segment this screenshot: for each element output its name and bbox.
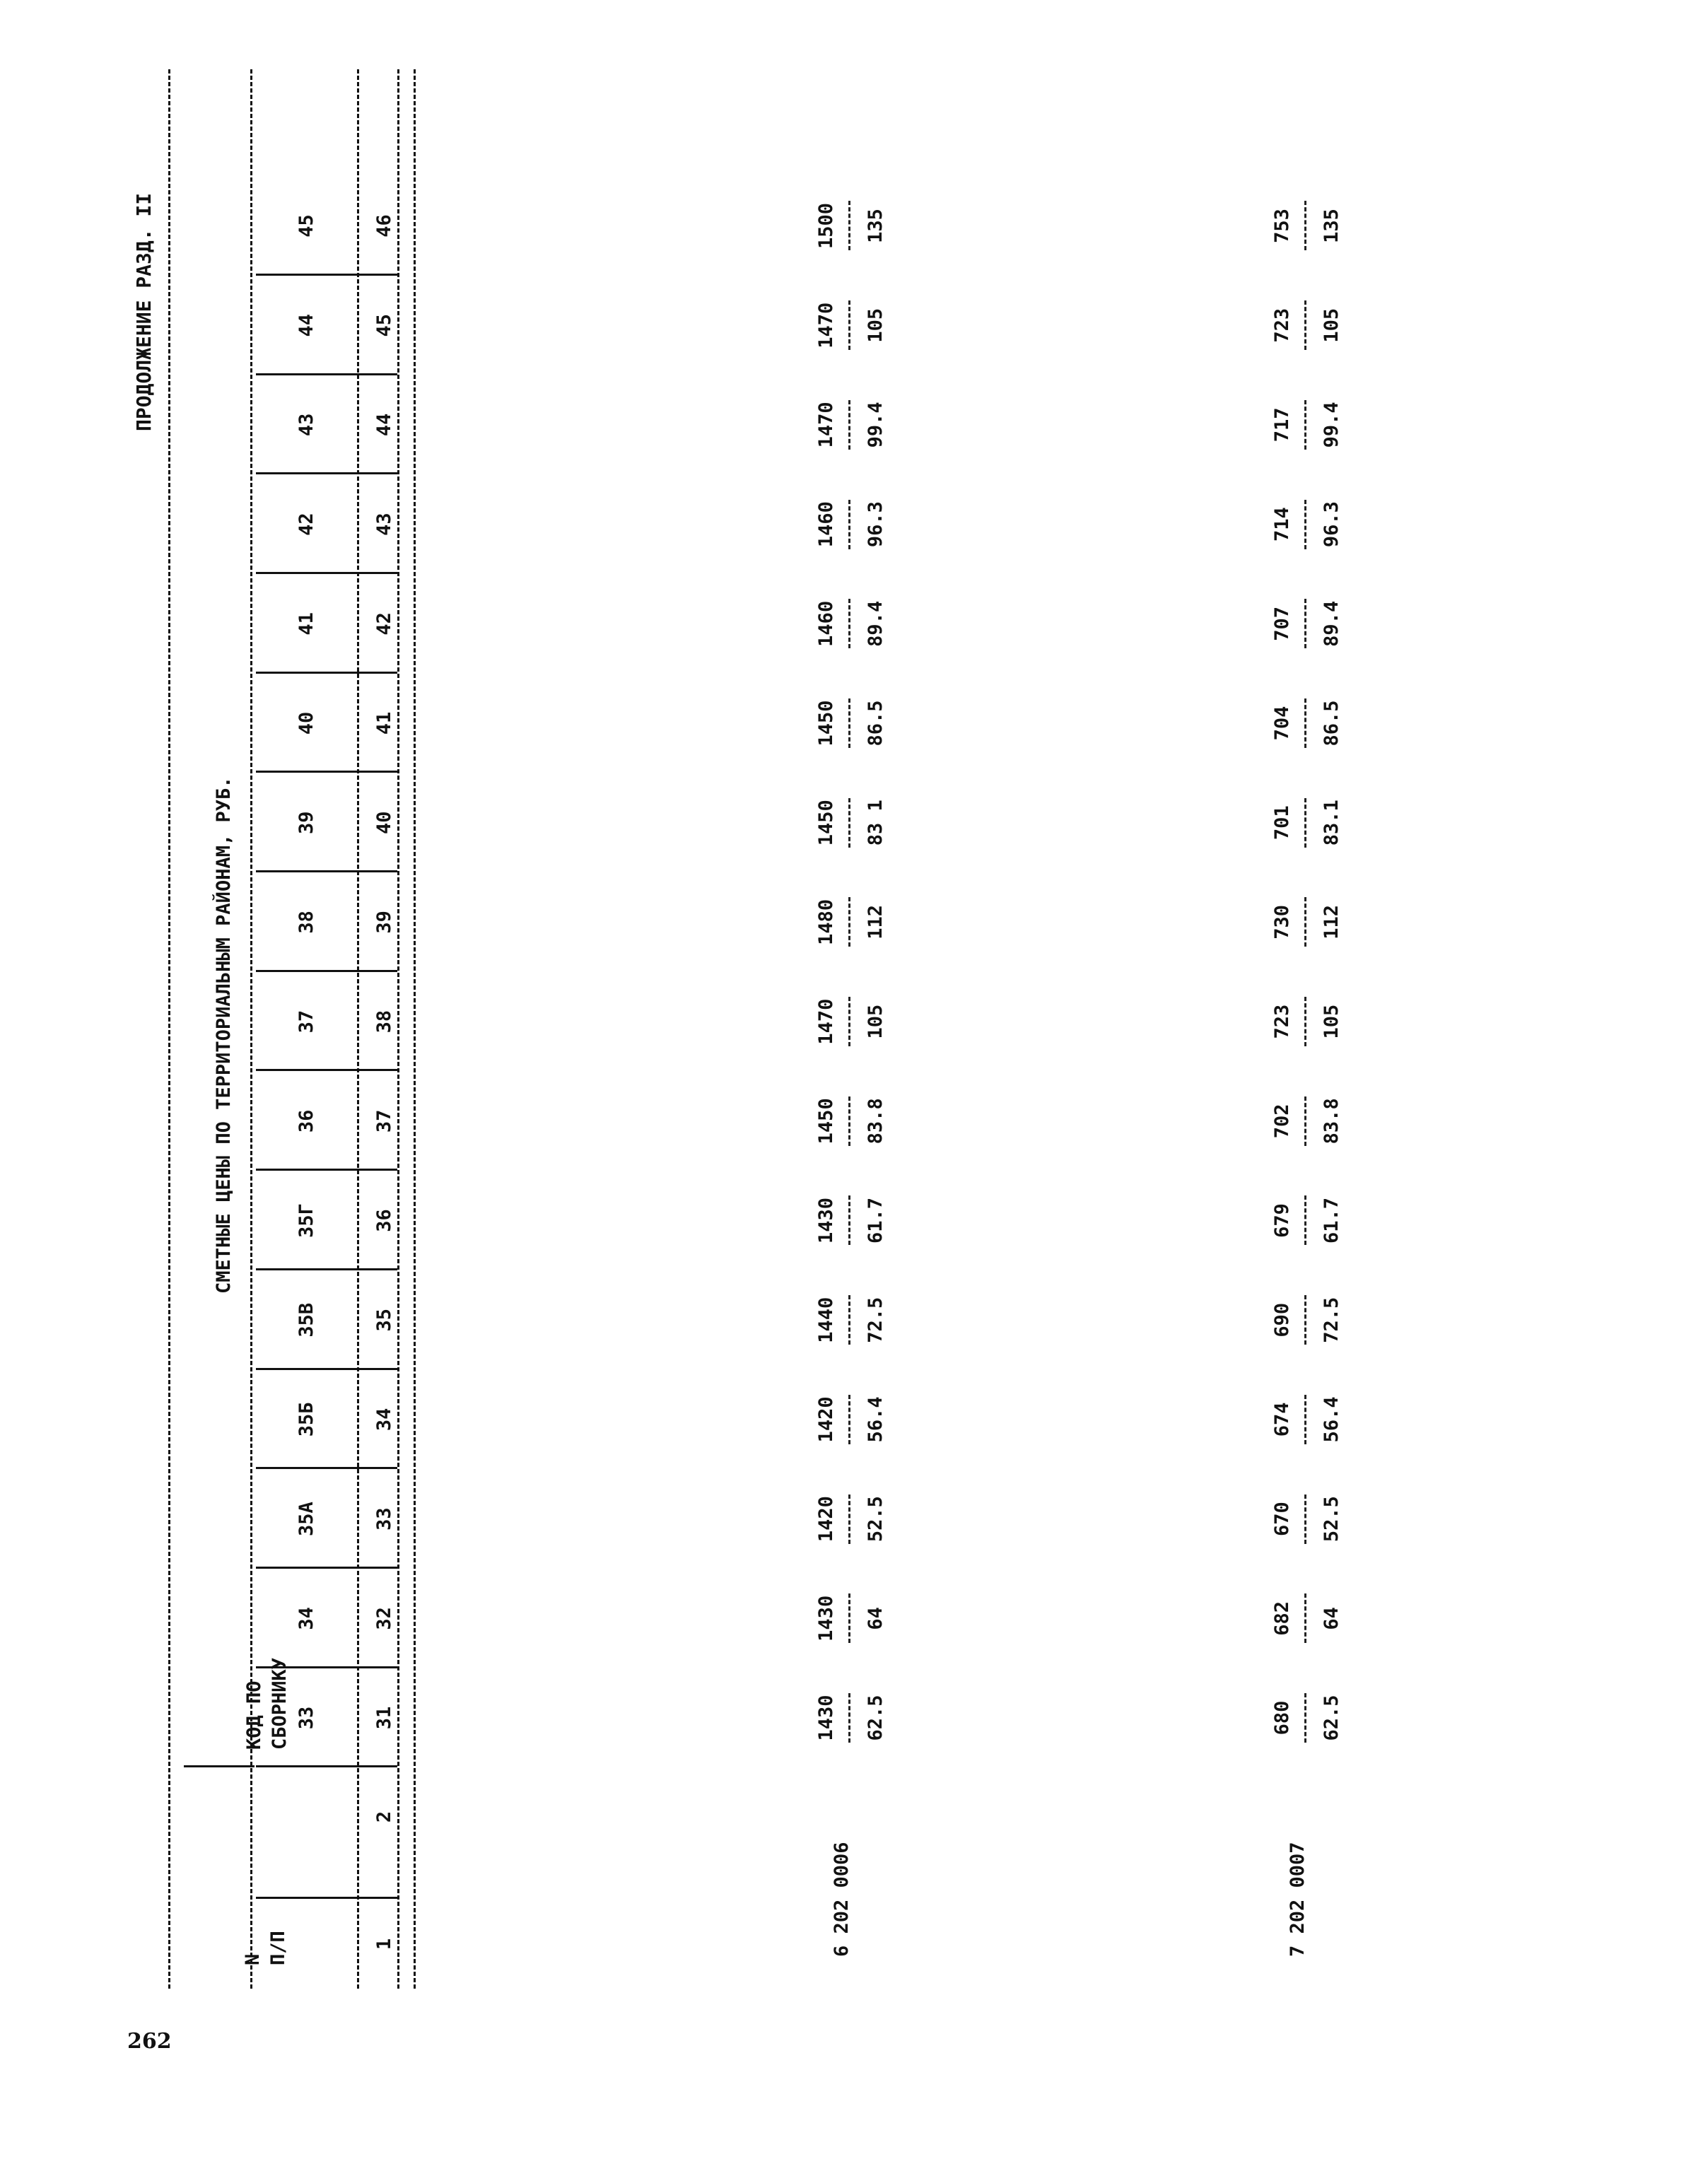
column-separator — [256, 572, 397, 574]
column-separator — [256, 274, 397, 276]
price-bottom: 86.5 — [865, 700, 887, 747]
column-separator — [184, 1765, 255, 1767]
price-top: 717 — [1271, 407, 1293, 443]
price-top: 690 — [1271, 1302, 1293, 1338]
col-number: 35 — [373, 1308, 395, 1332]
region-col-header: 45 — [296, 214, 317, 238]
column-separator — [256, 1268, 397, 1270]
row-code: 6 202 0006 — [831, 1842, 853, 1957]
price-top: 1430 — [815, 1695, 837, 1741]
row-code: 7 202 0007 — [1287, 1842, 1309, 1957]
fraction-line — [1304, 1196, 1306, 1246]
price-top: 1460 — [815, 600, 837, 647]
price-top: 1470 — [815, 302, 837, 349]
fraction-line — [848, 1196, 850, 1246]
col-number: 43 — [373, 513, 395, 536]
column-separator — [256, 373, 397, 375]
price-bottom: 62.5 — [1321, 1695, 1343, 1741]
region-col-header: 41 — [296, 612, 317, 636]
price-top: 1450 — [815, 1098, 837, 1145]
price-bottom: 105 — [1321, 308, 1343, 343]
fraction-line — [848, 1593, 850, 1643]
code-header: КОД ПО СБОРНИКУ — [243, 1657, 291, 1750]
col-number: 45 — [373, 313, 395, 337]
price-bottom: 105 — [865, 1004, 887, 1039]
table-top-rule — [168, 69, 170, 1989]
fraction-line — [1304, 997, 1306, 1046]
price-top: 674 — [1271, 1402, 1293, 1437]
region-col-header: 44 — [296, 313, 317, 337]
region-col-header: 33 — [296, 1706, 317, 1730]
col-number: 46 — [373, 214, 395, 238]
fraction-line — [1304, 1593, 1306, 1643]
page-number: 262 — [127, 2029, 172, 2054]
col-number: 39 — [373, 911, 395, 934]
region-col-header: 39 — [296, 811, 317, 834]
price-top: 1470 — [815, 998, 837, 1045]
column-separator — [256, 472, 397, 474]
region-col-header: 35Б — [296, 1402, 317, 1437]
price-top: 701 — [1271, 805, 1293, 841]
price-top: 1480 — [815, 899, 837, 945]
col-number: 42 — [373, 612, 395, 636]
col-number: 1 — [373, 1938, 395, 1950]
col-number: 36 — [373, 1209, 395, 1232]
region-col-header: 40 — [296, 711, 317, 735]
price-bottom: 64 — [1321, 1607, 1343, 1630]
price-top: 1430 — [815, 1595, 837, 1642]
price-bottom: 96.3 — [865, 501, 887, 548]
price-bottom: 86.5 — [1321, 700, 1343, 747]
fraction-line — [1304, 1096, 1306, 1146]
price-top: 1450 — [815, 700, 837, 747]
fraction-line — [848, 201, 850, 251]
prices-title: СМЕТНЫЕ ЦЕНЫ ПО ТЕРРИТОРИАЛЬНЫМ РАЙОНАМ, РУБ. — [213, 776, 235, 1294]
price-bottom: 52.5 — [1321, 1496, 1343, 1543]
column-separator — [256, 1069, 397, 1071]
fraction-line — [848, 897, 850, 947]
fraction-line — [848, 1096, 850, 1146]
col-number: 32 — [373, 1607, 395, 1630]
fraction-line — [848, 500, 850, 549]
fraction-line — [848, 300, 850, 350]
col-number: 41 — [373, 711, 395, 735]
price-top: 730 — [1271, 905, 1293, 940]
price-top: 1470 — [815, 402, 837, 448]
price-top: 679 — [1271, 1203, 1293, 1238]
region-col-header: 38 — [296, 911, 317, 934]
price-bottom: 89.4 — [1321, 600, 1343, 647]
fraction-line — [1304, 201, 1306, 251]
price-top: 723 — [1271, 1004, 1293, 1039]
price-top: 1460 — [815, 501, 837, 548]
column-separator — [256, 870, 397, 872]
region-col-header: 35В — [296, 1302, 317, 1338]
price-bottom: 112 — [1321, 905, 1343, 940]
column-separator — [256, 1765, 397, 1767]
fraction-line — [848, 798, 850, 848]
price-top: 714 — [1271, 507, 1293, 542]
fraction-line — [1304, 1494, 1306, 1544]
price-bottom: 72.5 — [1321, 1297, 1343, 1343]
price-bottom: 56.4 — [865, 1396, 887, 1443]
price-top: 680 — [1271, 1700, 1293, 1736]
column-separator — [256, 1467, 397, 1469]
column-separator — [256, 1666, 397, 1668]
continuation-label: ПРОДОЛЖЕНИЕ РАЗД. II — [132, 192, 156, 431]
price-bottom: 52.5 — [865, 1496, 887, 1543]
fraction-line — [848, 997, 850, 1046]
region-col-header: 37 — [296, 1010, 317, 1034]
col-number: 40 — [373, 811, 395, 834]
col-number: 34 — [373, 1408, 395, 1432]
col-number: 33 — [373, 1507, 395, 1531]
price-bottom: 105 — [1321, 1004, 1343, 1039]
fraction-line — [1304, 300, 1306, 350]
fraction-line — [848, 1494, 850, 1544]
price-bottom: 112 — [865, 905, 887, 940]
region-col-header: 35А — [296, 1502, 317, 1536]
price-top: 1420 — [815, 1396, 837, 1443]
fraction-line — [848, 599, 850, 648]
price-top: 1450 — [815, 800, 837, 846]
fraction-line — [848, 698, 850, 748]
price-bottom: 64 — [865, 1607, 887, 1630]
column-separator — [256, 1169, 397, 1171]
num-header: N П/П — [242, 1931, 289, 1965]
col-number: 31 — [373, 1706, 395, 1730]
numbers-row-rule — [414, 69, 416, 1989]
price-bottom: 96.3 — [1321, 501, 1343, 548]
price-top: 1420 — [815, 1496, 837, 1543]
price-bottom: 99.4 — [865, 402, 887, 448]
col-number: 2 — [373, 1811, 395, 1823]
price-top: 753 — [1271, 209, 1293, 243]
column-separator — [256, 1368, 397, 1370]
column-separator — [256, 1567, 397, 1569]
region-col-header: 42 — [296, 513, 317, 536]
column-separator — [256, 771, 397, 773]
price-top: 704 — [1271, 706, 1293, 741]
price-top: 670 — [1271, 1502, 1293, 1536]
column-number-rule-bottom — [397, 69, 399, 1989]
price-bottom: 89.4 — [865, 600, 887, 647]
fraction-line — [1304, 1395, 1306, 1444]
price-top: 707 — [1271, 606, 1293, 641]
price-top: 702 — [1271, 1104, 1293, 1139]
price-top: 1440 — [815, 1297, 837, 1343]
fraction-line — [848, 1395, 850, 1444]
col-number: 38 — [373, 1010, 395, 1034]
price-bottom: 61.7 — [1321, 1197, 1343, 1244]
region-col-header: 34 — [296, 1607, 317, 1630]
region-col-header: 36 — [296, 1109, 317, 1133]
col-number: 44 — [373, 413, 395, 437]
price-bottom: 72.5 — [865, 1297, 887, 1343]
price-bottom: 56.4 — [1321, 1396, 1343, 1443]
column-separator — [256, 970, 397, 972]
price-top: 723 — [1271, 308, 1293, 343]
fraction-line — [1304, 1693, 1306, 1743]
fraction-line — [848, 400, 850, 450]
price-top: 1500 — [815, 202, 837, 250]
fraction-line — [1304, 897, 1306, 947]
fraction-line — [1304, 500, 1306, 549]
price-top: 1430 — [815, 1197, 837, 1244]
column-separator — [256, 672, 397, 674]
price-bottom: 62.5 — [865, 1695, 887, 1741]
price-bottom: 61.7 — [865, 1197, 887, 1244]
price-bottom: 83.8 — [865, 1098, 887, 1145]
fraction-line — [1304, 1295, 1306, 1345]
fraction-line — [848, 1693, 850, 1743]
price-bottom: 83.8 — [1321, 1098, 1343, 1145]
column-separator — [256, 1897, 397, 1899]
price-bottom: 99.4 — [1321, 402, 1343, 448]
price-bottom: 105 — [865, 308, 887, 343]
price-top: 682 — [1271, 1601, 1293, 1636]
fraction-line — [1304, 798, 1306, 848]
fraction-line — [1304, 599, 1306, 648]
col-number: 37 — [373, 1109, 395, 1133]
price-bottom: 83.1 — [1321, 800, 1343, 846]
region-col-header: 43 — [296, 413, 317, 437]
fraction-line — [1304, 698, 1306, 748]
fraction-line — [1304, 400, 1306, 450]
price-bottom: 135 — [1321, 209, 1343, 243]
price-bottom: 83 1 — [865, 800, 887, 846]
column-number-rule-top — [357, 69, 359, 1989]
fraction-line — [848, 1295, 850, 1345]
region-col-header: 35Г — [296, 1203, 317, 1238]
price-bottom: 135 — [865, 209, 887, 243]
